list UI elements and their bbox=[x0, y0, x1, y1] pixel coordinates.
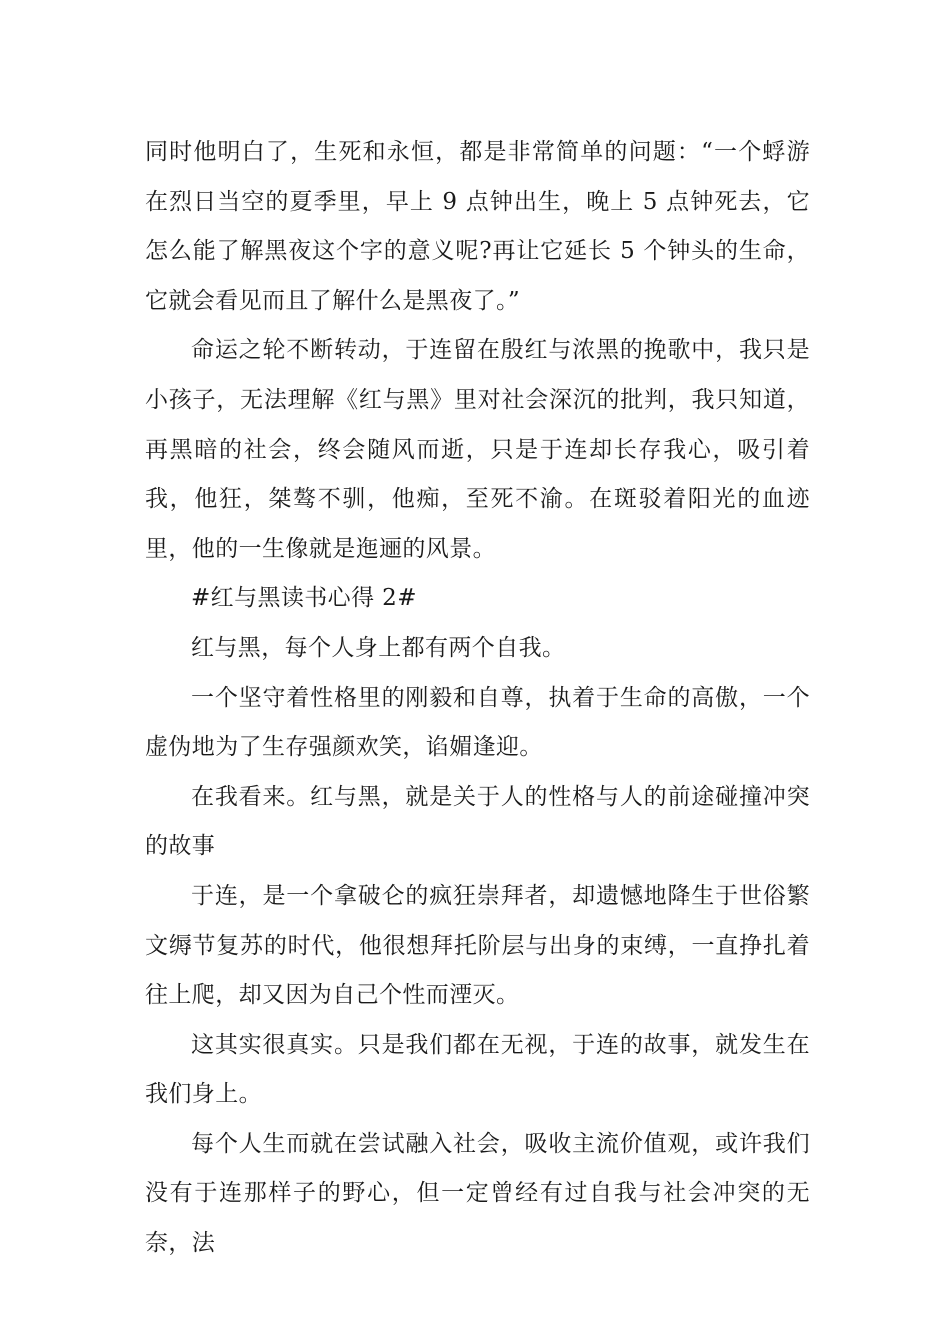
document-body bbox=[145, 128, 810, 1269]
paragraph: 红与黑，每个人身上都有两个自我。 bbox=[191, 634, 566, 661]
paragraph: 于连，是一个拿破仑的疯狂崇拜者，却遗憾地降生于世俗繁文缛节复苏的时代，他很想拜托阶层与出身的束缚，一直挣扎着往上爬，却又因为自己个性而湮灭。 bbox=[145, 882, 810, 1009]
paragraph: 每个人生而就在尝试融入社会，吸收主流价值观，或许我们没有于连那样子的野心，但一定曾经有过自我与社会冲突的无奈，法 bbox=[145, 1130, 810, 1257]
paragraph: 同时他明白了，生死和永恒，都是非常简单的问题：“一个蜉游在烈日当空的夏季里，早上 9 点钟出生，晚上 5 点钟死去，它怎么能了解黑夜这个字的意义呢?再让它延长 5 个钟头的生命，它就会看见而且了解什么是黑夜了。” bbox=[145, 139, 810, 314]
paragraph: 一个坚守着性格里的刚毅和自尊，执着于生命的高傲，一个虚伪地为了生存强颜欢笑，谄媚逢迎。 bbox=[145, 684, 810, 761]
paragraph: 这其实很真实。只是我们都在无视，于连的故事，就发生在我们身上。 bbox=[145, 1031, 810, 1108]
section-heading: #红与黑读书心得 2# bbox=[191, 585, 417, 612]
paragraph: 在我看来。红与黑，就是关于人的性格与人的前途碰撞冲突的故事 bbox=[145, 783, 810, 860]
paragraph: 命运之轮不断转动，于连留在殷红与浓黑的挽歌中，我只是小孩子，无法理解《红与黑》里对社会深沉的批判，我只知道，再黑暗的社会，终会随风而逝，只是于连却长存我心，吸引着我，他狂，桀骜不驯，他痴，至死不渝。在斑驳着阳光的血迹里，他的一生像就是迤逦的风景。 bbox=[145, 337, 810, 562]
